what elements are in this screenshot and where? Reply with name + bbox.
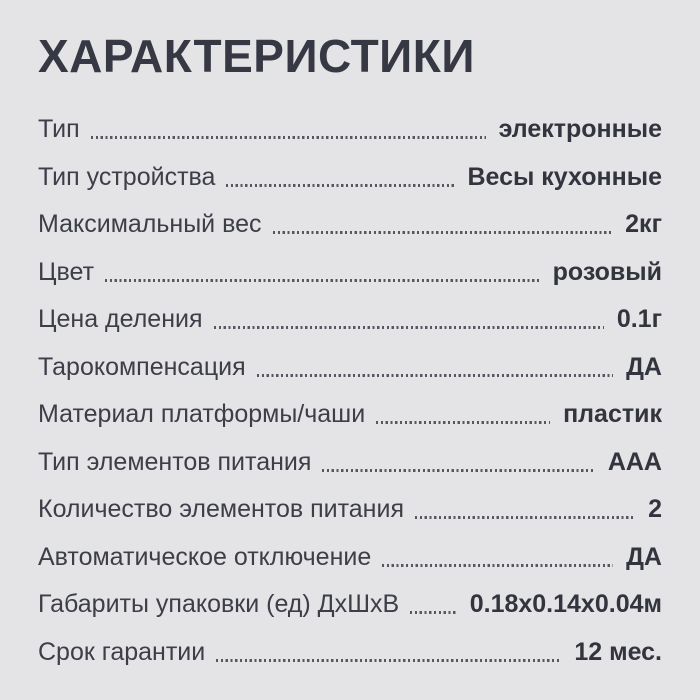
spec-value: электронные (498, 115, 662, 144)
spec-label: Тип устройства (38, 162, 216, 191)
spec-label: Тип (38, 115, 80, 144)
spec-label: Максимальный вес (38, 210, 262, 239)
dotted-leader (105, 279, 540, 282)
spec-value: 0.1г (616, 305, 662, 334)
spec-row (38, 248, 662, 296)
spec-value: 0.18х0.14х0.04м (469, 590, 662, 619)
dotted-leader (216, 659, 561, 662)
spec-row (38, 533, 662, 581)
spec-value: ДА (626, 542, 662, 571)
dotted-leader (257, 374, 613, 377)
dotted-leader (273, 231, 613, 234)
spec-row (38, 486, 662, 534)
spec-value: AAA (607, 447, 662, 476)
spec-label: Габариты упаковки (ед) ДхШхВ (38, 590, 400, 619)
spec-value: розовый (552, 257, 662, 286)
spec-label: Тип элементов питания (38, 447, 312, 476)
spec-row (38, 106, 662, 154)
spec-label: Автоматическое отключение (38, 542, 372, 571)
page-title: ХАРАКТЕРИСТИКИ (38, 30, 475, 82)
spec-value: Весы кухонные (467, 162, 662, 191)
spec-row (38, 201, 662, 249)
spec-label: Срок гарантии (38, 637, 206, 666)
spec-row (38, 438, 662, 486)
dotted-leader (322, 469, 594, 472)
spec-row (38, 581, 662, 629)
spec-row (38, 296, 662, 344)
spec-row (38, 628, 662, 676)
dotted-leader (410, 611, 457, 614)
dotted-leader (91, 136, 486, 139)
spec-value: 12 мес. (574, 637, 662, 666)
spec-label: Тарокомпенсация (38, 352, 246, 381)
spec-row (38, 391, 662, 439)
dotted-leader (376, 421, 550, 424)
dotted-leader (382, 564, 613, 567)
spec-label: Материал платформы/чаши (38, 400, 366, 429)
dotted-leader (226, 184, 454, 187)
spec-value: 2кг (625, 210, 662, 239)
dotted-leader (415, 516, 635, 519)
spec-list (38, 106, 662, 676)
dotted-leader (214, 326, 604, 329)
spec-value: пластик (563, 400, 662, 429)
spec-label: Цена деления (38, 305, 203, 334)
spec-row (38, 343, 662, 391)
spec-row (38, 153, 662, 201)
spec-value: 2 (648, 495, 662, 524)
spec-label: Количество элементов питания (38, 495, 404, 524)
spec-label: Цвет (38, 257, 95, 286)
spec-value: ДА (626, 352, 662, 381)
